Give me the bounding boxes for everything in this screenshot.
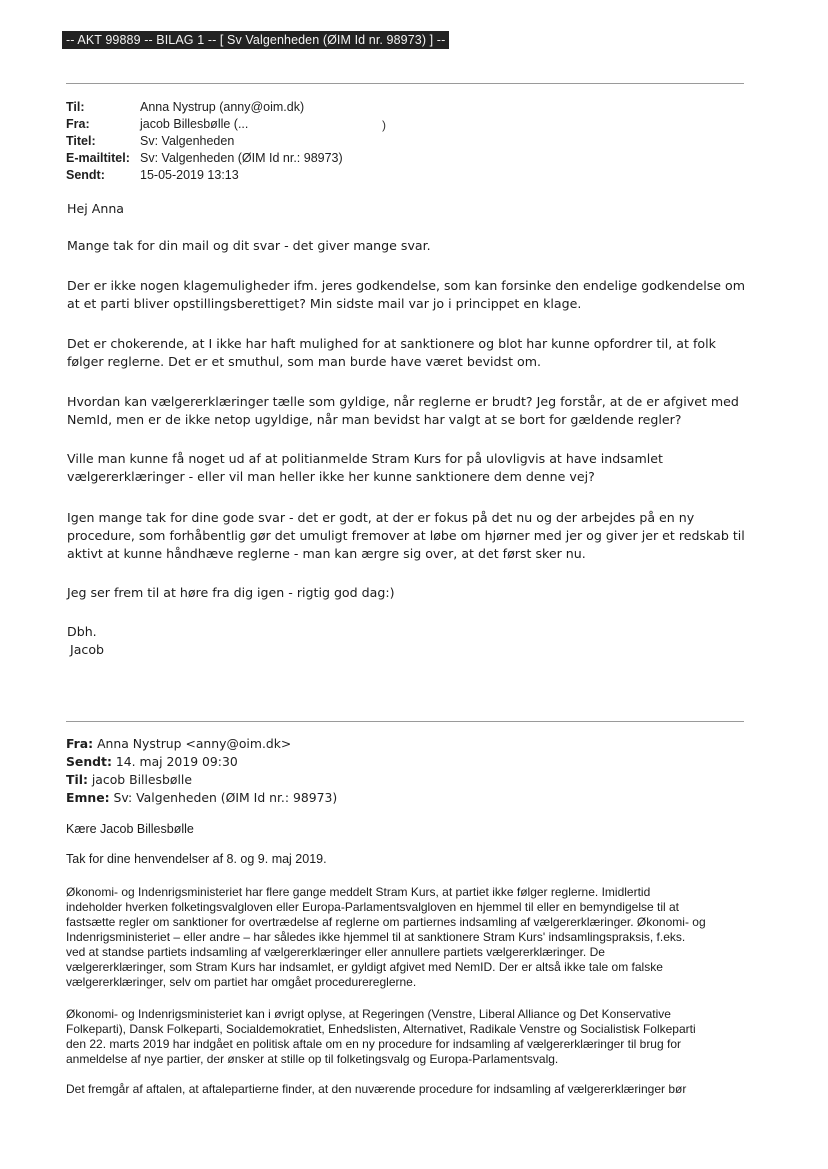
meta-key: E-mailtitel: [66,151,130,165]
document-header-bar: -- AKT 99889 -- BILAG 1 -- [ Sv Valgenheden (ØIM Id nr. 98973) ] -- [62,31,449,49]
meta-key: Fra: [66,117,90,131]
meta-row-from [66,116,343,133]
meta-value: Anna Nystrup (anny@oim.dk) [140,100,305,114]
fwd-sent-value: 14. maj 2019 09:30 [115,754,238,769]
fwd-sent-label: Sendt: [66,754,112,769]
meta-row-to [66,99,343,116]
meta-value: Sv: Valgenheden [140,134,235,148]
paragraph: aktivt at kunne håndhæve reglerne - man kan ærgre sig over, at det først sker nu. [67,546,586,561]
meta-row-title [66,133,343,150]
reply-intro: Tak for dine henvendelser af 8. og 9. maj 2019. [66,852,327,866]
meta-key: Til: [66,100,85,114]
paragraph: at et parti bliver opstillingsberettiget? Min sidste mail var jo i princippet en klage. [67,296,582,311]
reply-line: fastsætte regler om sanktioner for overtrædelse af reglerne om partiernes indsamling af vælgererklæringer. Økonomi- og [66,915,706,929]
meta-key: Sendt: [66,168,105,182]
reply-line: Økonomi- og Indenrigsministeriet har flere gange meddelt Stram Kurs, at partiet ikke følger reglerne. Imidlertid [66,885,651,899]
reply-line: vælgererklæringer, som Stram Kurs har indsamlet, er gyldigt afgivet med NemID. Der er altså ikke tale om falske [66,960,663,974]
fwd-sent-row [66,753,666,771]
reply-line: Økonomi- og Indenrigsministeriet kan i øvrigt oplyse, at Regeringen (Venstre, Liberal Alliance og Det Konservative [66,1007,671,1021]
divider-top [66,83,744,84]
signature: Jacob [70,642,105,657]
paragraph: vælgererklæringer - eller vil man heller ikke her kunne sanktionere dem denne vej? [67,469,595,484]
fwd-to-value: jacob Billesbølle [91,772,192,787]
redacted-bracket: ) [382,118,386,132]
reply-line: vælgererklæringer, selv om partiet har omgået procedurereglerne. [66,975,417,989]
fwd-to-row [66,771,666,789]
paragraph: Hvordan kan vælgererklæringer tælle som gyldige, når reglerne er brudt? Jeg forstår, at de er afgivet med [67,394,739,409]
paragraph: Mange tak for din mail og dit svar - det giver mange svar. [67,238,431,253]
paragraph: procedure, som forhåbentlig gør det umuligt fremover at løbe om hjørner med jer og giver jer et redskab til [67,528,745,543]
meta-value: jacob Billesbølle (... [140,117,249,131]
fwd-subject-row [66,789,666,807]
reply-line: ved at standse partiets indsamling af vælgererklæringer eller annullere partiets vælgererklæringer. De [66,945,605,959]
fwd-subject-value: Sv: Valgenheden (ØIM Id nr.: 98973) [113,790,338,805]
divider-forward [66,721,744,722]
paragraph: følger reglerne. Det er et smuthul, som man burde have været bevidst om. [67,354,542,369]
reply-line: den 22. marts 2019 har indgået en politisk aftale om en ny procedure for indsamling af vælgererklæringer til brug for [66,1037,681,1051]
email-metadata [66,99,343,184]
reply-line: indeholder hverken folketingsvalgloven eller Europa-Parlamentsvalgloven en hjemmel til eller en bemyndigelse til at [66,900,680,914]
paragraph: Der er ikke nogen klagemuligheder ifm. jeres godkendelse, som kan forsinke den endelige godkendelse om [67,278,745,293]
reply-line: Det fremgår af aftalen, at aftalepartierne finder, at den nuværende procedure for indsamling af vælgererklæringer bør [66,1082,687,1096]
closing: Dbh. [67,624,97,639]
reply-line: Folkeparti), Dansk Folkeparti, Socialdemokratiet, Enhedslisten, Alternativet, Radikale Venstre og Socialistisk Folkeparti [66,1022,696,1036]
paragraph: Jeg ser frem til at høre fra dig igen - rigtig god dag:) [67,585,395,600]
paragraph: Ville man kunne få noget ud af at politianmelde Stram Kurs for på ulovligvis at have indsamlet [67,451,663,466]
meta-row-sent [66,167,343,184]
fwd-from-value: Anna Nystrup <anny@oim.dk> [97,736,292,751]
reply-salutation: Kære Jacob Billesbølle [66,822,194,836]
paragraph: Igen mange tak for dine gode svar - det er godt, at der er fokus på det nu og der arbejdes på en ny [67,510,695,525]
meta-key: Titel: [66,134,96,148]
reply-line: anmeldelse af nye partier, der ønsker at stille op til folketingsvalg og Europa-Parlamentsvalg. [66,1052,559,1066]
reply-line: Indenrigsministeriet – eller andre – har således ikke hjemmel til at sanktionere Stram Kurs' indsamlingspraksis, f.eks. [66,930,686,944]
fwd-from-row [66,735,666,753]
fwd-from-label: Fra: [66,736,94,751]
paragraph: Det er chokerende, at I ikke har haft mulighed for at sanktionere og blot har kunne opfordrer til, at folk [67,336,716,351]
meta-row-email-title [66,150,343,167]
forwarded-header [66,735,666,807]
meta-value: 15-05-2019 13:13 [140,168,239,182]
meta-value: Sv: Valgenheden (ØIM Id nr.: 98973) [140,151,343,165]
paragraph: NemId, men er de ikke netop ugyldige, når man bevidst har valgt at se bort for gældende regler? [67,412,682,427]
fwd-subject-label: Emne: [66,790,110,805]
greeting: Hej Anna [67,201,125,216]
fwd-to-label: Til: [66,772,88,787]
